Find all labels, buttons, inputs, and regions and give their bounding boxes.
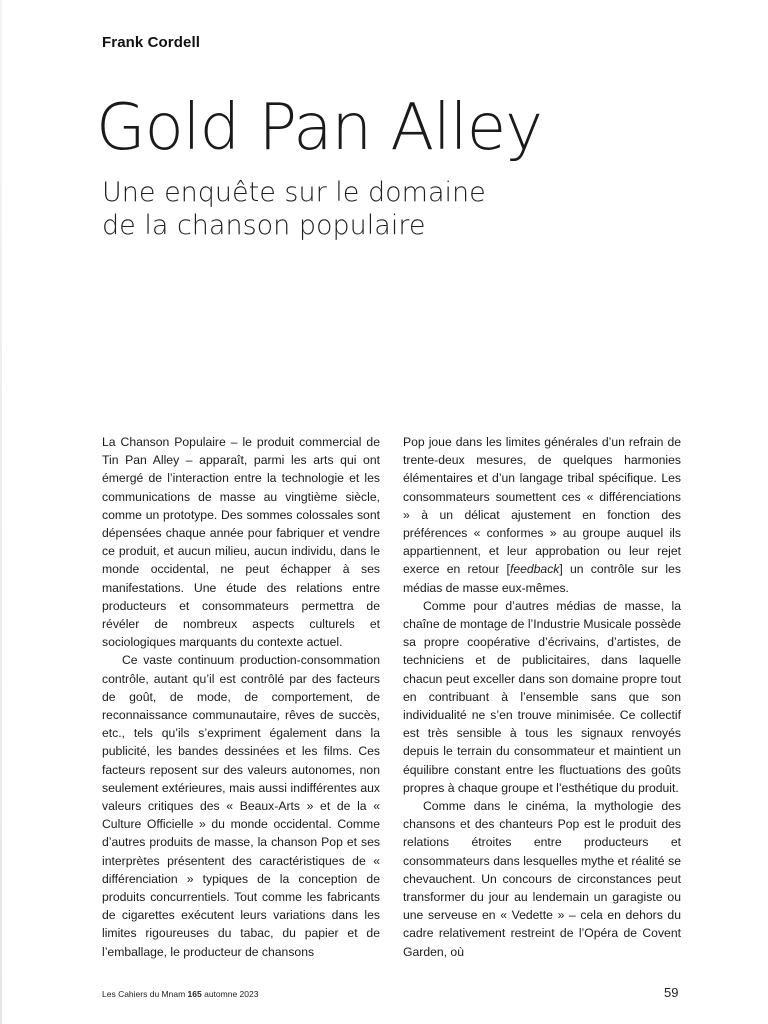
article-subtitle: [102, 176, 662, 242]
paragraph: Comme pour d’autres médias de masse, la chaîne de montage de l’Industrie Musicale possède sa propre coopérative d’écrivains, d’artistes, de techniciens et de publicitaires, dans laquelle chacun peut exceller dans son domaine propre tout en contribuant à l’ensemble sans que son individualité ne s’en trouve minimisée. Ce collectif est très sensible à tous les signaux renvoyés depuis le terrain du consommateur et maintient un équilibre constant entre les fluctuations des goûts propres à chaque groupe et l’esthétique du produit.: [403, 598, 681, 795]
paragraph: La Chanson Populaire – le produit commercial de Tin Pan Alley – apparaît, parmi les arts qui ont émergé de l’interaction entre la technologie et les communications de masse au vingtième siècle, comme un prototype. Des sommes colossales sont dépensées chaque année pour fabriquer et vendre ce produit, et aucun milieu, aucun individu, dans le monde occidental, ne peut échapper à ses manifestations. Une étude des relations entre producteurs et consommateurs permettra de révéler de nombreux aspects culturels et sociologiques marquants du contexte actuel.: [102, 435, 380, 650]
issue-number: 165: [187, 989, 202, 999]
body-column-left: [102, 433, 380, 961]
author-name: Frank Cordell: [102, 34, 200, 51]
paragraph: Comme dans le cinéma, la mythologie des chansons et des chanteurs Pop est le produit des relations étroites entre producteurs et consommateurs dans lesquelles mythe et réalité se chevauchent. Un concours de circonstances peut transformer du jour au lendemain un garagiste ou une serveuse en « Vedette » – cela en dehors du cadre relativement restreint de l’Opéra de Covent Garden, où: [403, 799, 681, 959]
article-title: Gold Pan Alley: [96, 91, 542, 165]
paragraph: Ce vaste continuum production-consommation contrôle, autant qu’il est contrôlé par des facteurs de goût, de mode, de comportement, de reconnaissance communautaire, rêves de succès, etc., tels qu’ils s’expriment également dans la publicité, les bandes dessinées et les films. Ces facteurs reposent sur des valeurs autonomes, non seulement extérieures, mais aussi indifférentes aux valeurs critiques des « Beaux-Arts » et de la « Culture Officielle » du monde occidental. Comme d’autres produits de masse, la chanson Pop et ses interprètes présentent des caractéristiques de « différenciation » typiques de la conception de produits concurrentiels. Tout comme les fabricants de cigarettes exécutent leurs variations dans les limites rigoureuses du tabac, du papier et de l’emballage, le producteur de chansons: [102, 653, 380, 959]
italic-term: feedback: [509, 562, 560, 577]
body-column-right: [403, 433, 681, 961]
subtitle-line-1: Une enquête sur le domaine: [102, 177, 486, 208]
page-number: 59: [664, 985, 679, 1000]
subtitle-line-2: de la chanson populaire: [102, 210, 426, 241]
issue-season: automne 2023: [204, 989, 259, 999]
paragraph: Pop joue dans les limites générales d’un refrain de trente-deux mesures, de quelques harmonies élémentaires et d’un langage tribal spécifique. Les consommateurs soumettent ces « différenciations » à un délicat ajustement en fonction des préférences « conformes » au groupe auquel ils appartiennent, et leur approbation ou leur rejet exerce en retour [feedback] un contrôle sur les médias de masse eux-mêmes.: [403, 435, 681, 595]
publication-name: Les Cahiers du Mnam: [102, 989, 186, 999]
running-footer: [102, 989, 258, 999]
page-edge-shadow: [0, 0, 2, 1024]
